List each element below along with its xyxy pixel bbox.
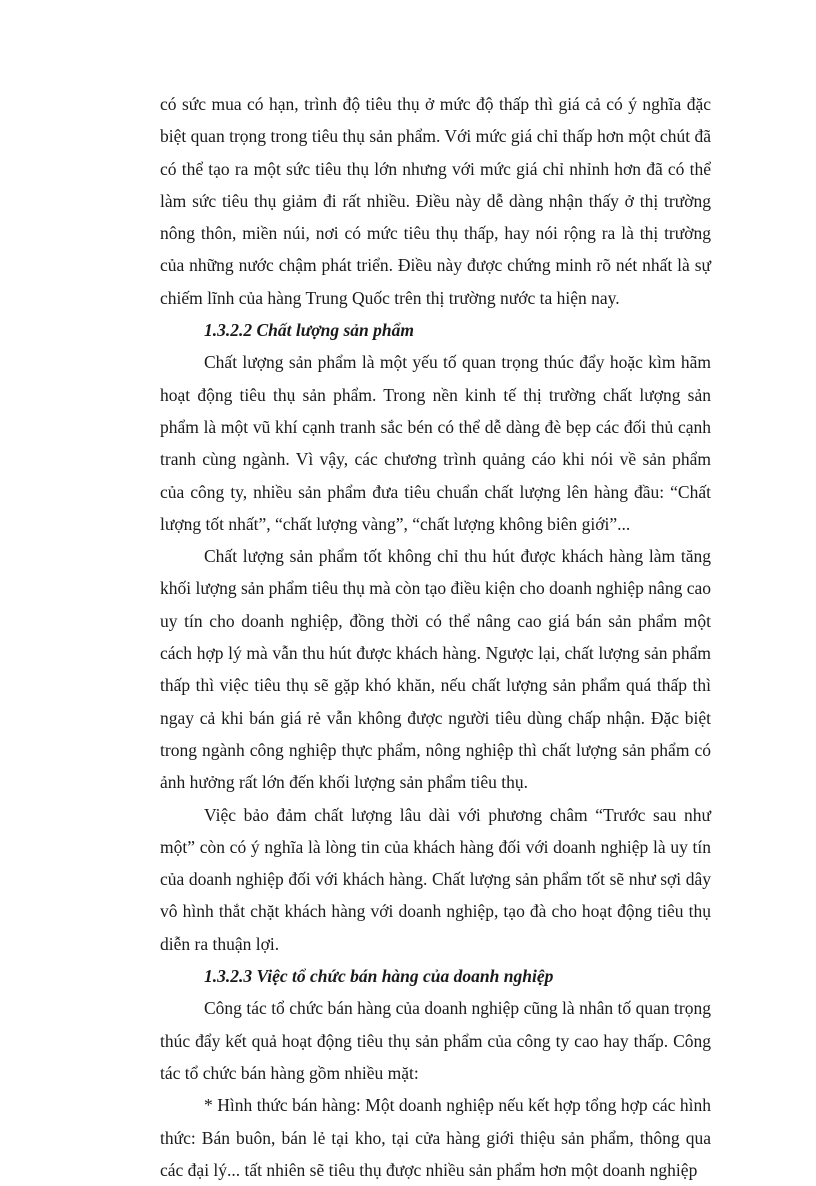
document-page <box>160 88 711 1186</box>
paragraph-quality-benefits: Chất lượng sản phẩm tốt không chỉ thu hút được khách hàng làm tăng khối lượng sản phẩm tiêu thụ mà còn tạo điều kiện cho doanh nghiệp nâng cao uy tín cho doanh nghiệp, đồng thời có thể nâng cao giá bán sản phẩm một cách hợp lý mà vẫn thu hút được khách hàng. Ngược lại, chất lượng sản phẩm thấp thì việc tiêu thụ sẽ gặp khó khăn, nếu chất lượng sản phẩm quá thấp thì ngay cả khi bán giá rẻ vẫn không được người tiêu dùng chấp nhận. Đặc biệt trong ngành công nghiệp thực phẩm, nông nghiệp thì chất lượng sản phẩm có ảnh hưởng rất lớn đến khối lượng sản phẩm tiêu thụ. <box>160 546 711 793</box>
paragraph-quality-factor: Chất lượng sản phẩm là một yếu tố quan trọng thúc đẩy hoặc kìm hãm hoạt động tiêu thụ sản phẩm. Trong nền kinh tế thị trường chất lượng sản phẩm là một vũ khí cạnh tranh sắc bén có thể dễ dàng đè bẹp các đối thủ cạnh tranh cùng ngành. Vì vậy, các chương trình quảng cáo khi nói về sản phẩm của công ty, nhiều sản phẩm đưa tiêu chuẩn chất lượng lên hàng đầu: “Chất lượng tốt nhất”, “chất lượng vàng”, “chất lượng không biên giới”... <box>160 352 711 534</box>
section-heading-product-quality: 1.3.2.2 Chất lượng sản phẩm <box>204 320 414 341</box>
paragraph-sales-organization: Công tác tổ chức bán hàng của doanh nghiệp cũng là nhân tố quan trọng thúc đẩy kết quả hoạt động tiêu thụ sản phẩm của công ty cao hay thấp. Công tác tổ chức bán hàng gồm nhiều mặt: <box>160 998 711 1083</box>
paragraph-price-importance: có sức mua có hạn, trình độ tiêu thụ ở mức độ thấp thì giá cả có ý nghĩa đặc biệt quan trọng trong tiêu thụ sản phẩm. Với mức giá chỉ thấp hơn một chút đã có thể tạo ra một sức tiêu thụ lớn nhưng với mức giá chỉ nhỉnh hơn đã có thể làm sức tiêu thụ giảm đi rất nhiều. Điều này dễ dàng nhận thấy ở thị trường nông thôn, miền núi, nơi có mức tiêu thụ thấp, hay nói rộng ra là thị trường của những nước chậm phát triển. Điều này được chứng minh rõ nét nhất là sự chiếm lĩnh của hàng Trung Quốc trên thị trường nước ta hiện nay. <box>160 94 711 308</box>
paragraph-quality-trust: Việc bảo đảm chất lượng lâu dài với phương châm “Trước sau như một” còn có ý nghĩa là lòng tin của khách hàng đối với doanh nghiệp là uy tín của doanh nghiệp đối với khách hàng. Chất lượng sản phẩm tốt sẽ như sợi dây vô hình thắt chặt khách hàng với doanh nghiệp, tạo đà cho hoạt động tiêu thụ diễn ra thuận lợi. <box>160 804 711 954</box>
section-heading-sales-organization: 1.3.2.3 Việc tổ chức bán hàng của doanh nghiệp <box>204 966 554 987</box>
paragraph-sales-forms: * Hình thức bán hàng: Một doanh nghiệp nếu kết hợp tổng hợp các hình thức: Bán buôn, bán lẻ tại kho, tại cửa hàng giới thiệu sản phẩm, thông qua các đại lý... tất nhiên sẽ tiêu thụ được nhiều sản phẩm hơn một doanh nghiệp <box>160 1095 711 1180</box>
